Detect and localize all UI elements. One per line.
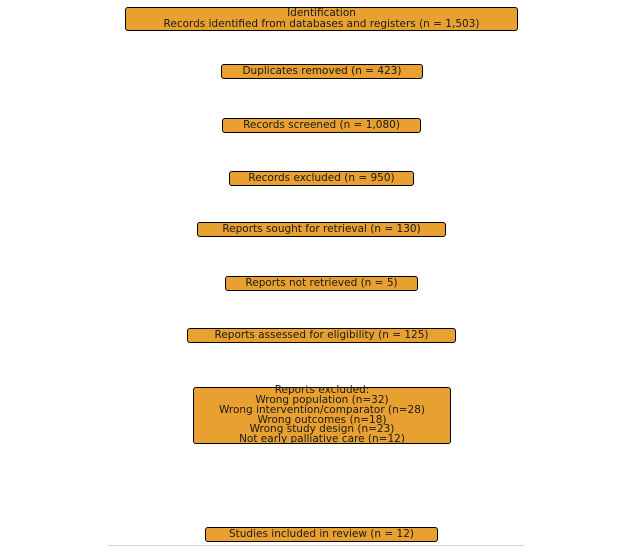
exclusion-reason: Not early palliative care (n=12) xyxy=(239,433,405,446)
exclusion-reason: Wrong study design (n=23) xyxy=(249,423,395,436)
reports-not-retrieved-text: Reports not retrieved (n = 5) xyxy=(245,277,398,289)
exclusion-reason: Wrong population (n=32) xyxy=(255,393,389,406)
bottom-divider xyxy=(108,545,524,546)
records-screened-text: Records screened (n = 1,080) xyxy=(243,119,400,131)
reports-assessed-text: Reports assessed for eligibility (n = 125) xyxy=(214,329,429,341)
identification-title: Identification xyxy=(287,7,356,19)
duplicates-removed-box xyxy=(221,64,423,79)
exclusion-reason: Wrong intervention/comparator (n=28) xyxy=(218,403,425,416)
duplicates-removed-text: Duplicates removed (n = 423) xyxy=(242,65,402,77)
records-identified-text: Records identified from databases and registers (n = 1,503) xyxy=(163,18,480,30)
reports-excluded-title: Reports excluded: xyxy=(274,384,370,397)
reports-not-retrieved-box xyxy=(225,276,418,291)
studies-included-text: Studies included in review (n = 12) xyxy=(229,528,414,540)
exclusion-reason: Wrong outcomes (n=18) xyxy=(257,413,387,426)
reports-sought-text: Reports sought for retrieval (n = 130) xyxy=(222,223,421,235)
reports-excluded-box xyxy=(193,384,451,446)
reports-assessed-box xyxy=(187,328,456,343)
records-excluded-box xyxy=(229,171,414,186)
records-excluded-text: Records excluded (n = 950) xyxy=(248,172,395,184)
studies-included-box xyxy=(205,527,438,542)
records-screened-box xyxy=(222,118,421,133)
identification-box xyxy=(125,7,518,31)
reports-sought-box xyxy=(197,222,446,237)
